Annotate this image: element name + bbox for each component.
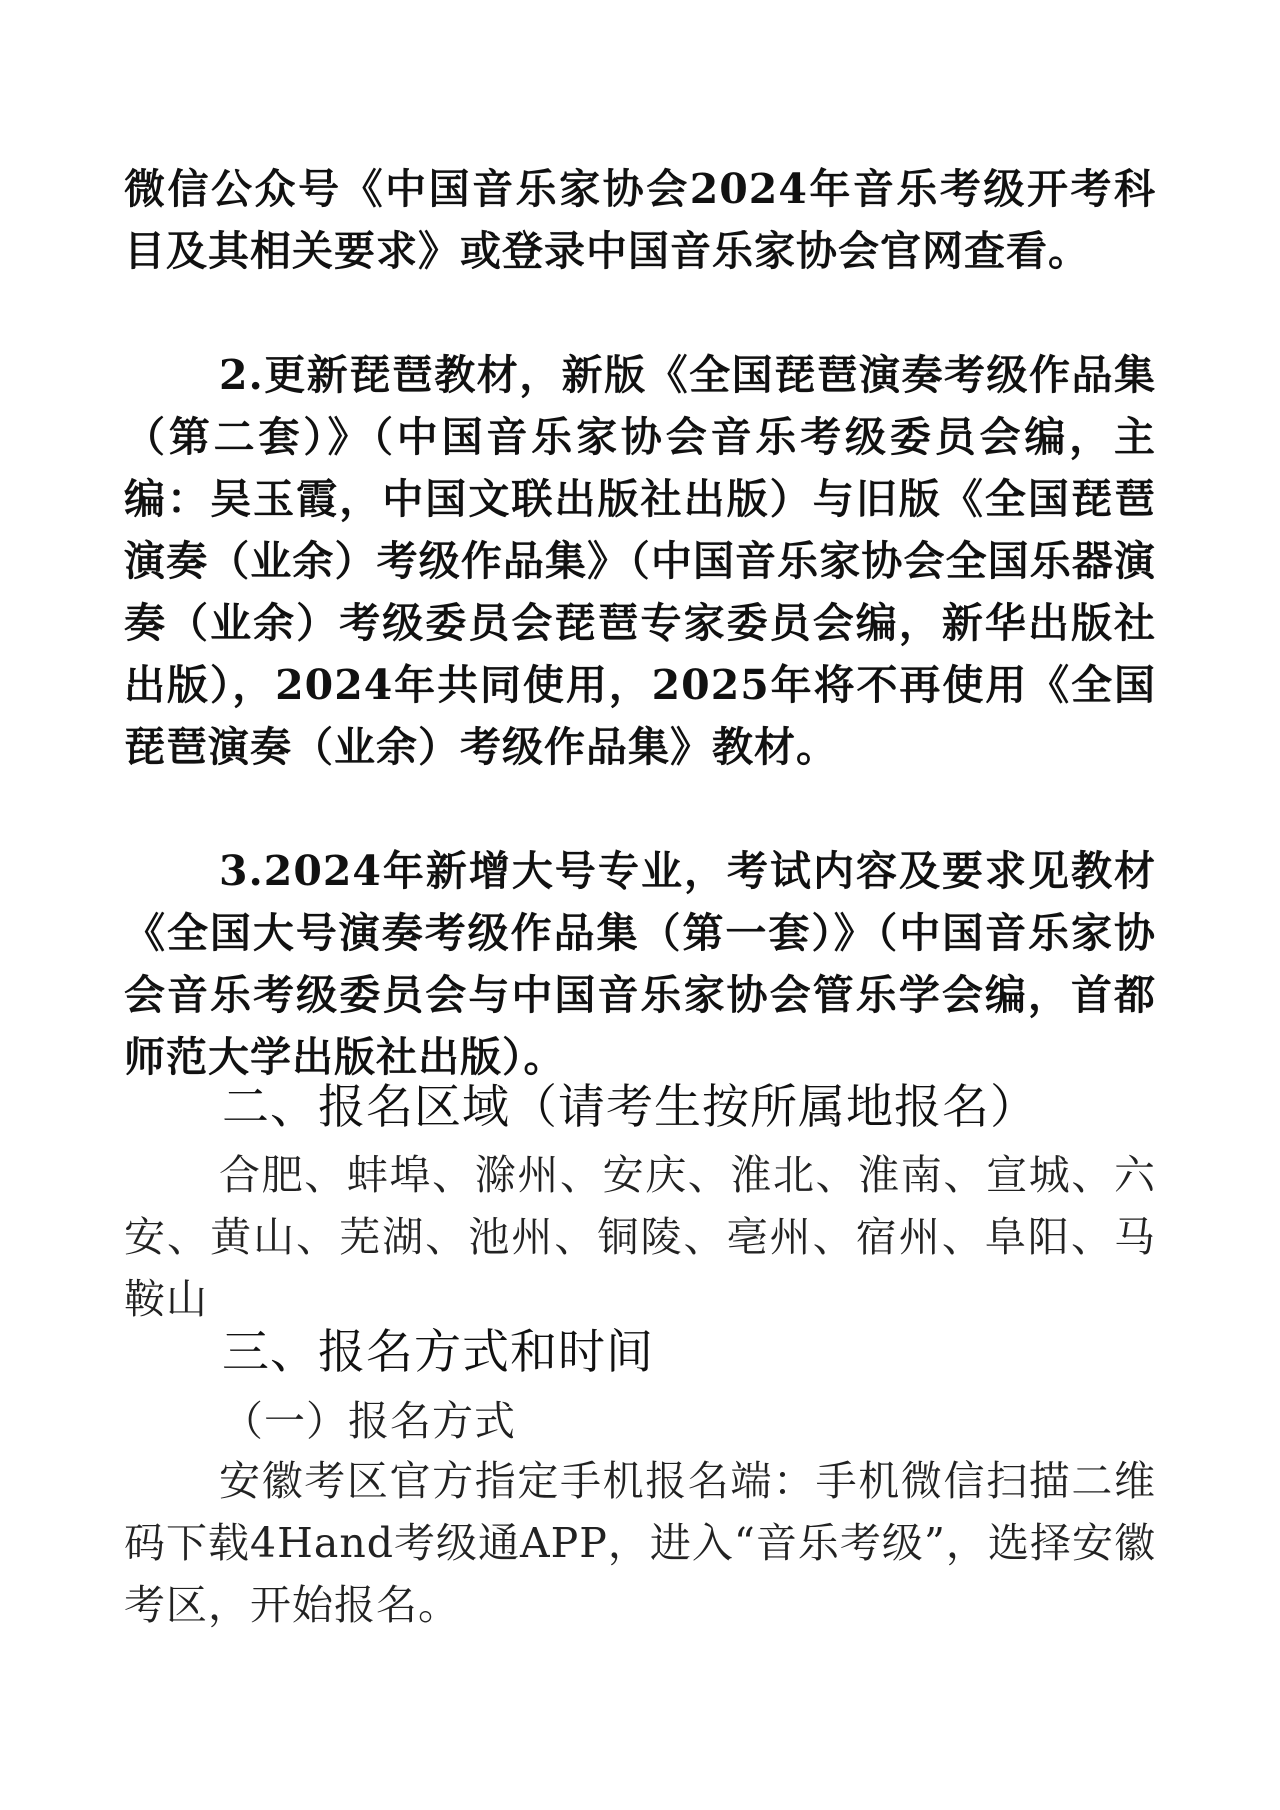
heading-registration-method-time: 三、报名方式和时间 [222, 1325, 654, 1380]
paragraph-continuation: 微信公众号《中国音乐家协会2024年音乐考级开考科目及其相关要求》或登录中国音乐家协会官网查看。 [124, 165, 1156, 275]
paragraph-registration-method: 安徽考区官方指定手机报名端：手机微信扫描二维码下载4Hand考级通APP，进入“音乐考级”，选择安徽考区，开始报名。 [124, 1457, 1156, 1629]
paragraph-pipa-textbook: 2.更新琵琶教材，新版《全国琵琶演奏考级作品集（第二套）》（中国音乐家协会音乐考级委员会编，主编：吴玉霞，中国文联出版社出版）与旧版《全国琵琶演奏（业余）考级作品集》（中国音乐家协会全国乐器演奏（业余）考级委员会琵琶专家委员会编，新华出版社出版），2024年共同使用，2025年将不再使用《全国琵琶演奏（业余）考级作品集》教材。 [124, 351, 1156, 771]
paragraph-tuba-major: 3.2024年新增大号专业，考试内容及要求见教材《全国大号演奏考级作品集（第一套）》（中国音乐家协会音乐考级委员会与中国音乐家协会管乐学会编，首都师范大学出版社出版）。 [124, 847, 1156, 1081]
subheading-registration-method: （一）报名方式 [222, 1397, 516, 1445]
paragraph-region-list: 合肥、蚌埠、滁州、安庆、淮北、淮南、宣城、六安、黄山、芜湖、池州、铜陵、亳州、宿州、阜阳、马鞍山 [124, 1151, 1156, 1323]
heading-registration-region: 二、报名区域（请考生按所属地报名） [222, 1080, 1038, 1135]
